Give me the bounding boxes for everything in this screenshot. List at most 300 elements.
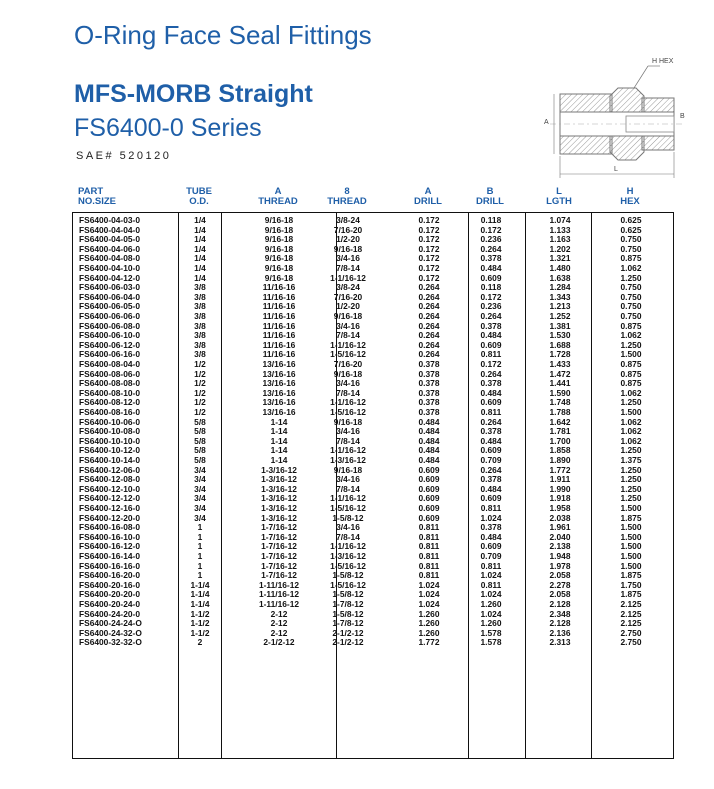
table-cell: 1.990 xyxy=(549,483,571,494)
table-cell: 0.378 xyxy=(480,320,502,331)
table-row xyxy=(73,494,673,504)
table-row xyxy=(73,504,673,514)
table-cell: 2-12 xyxy=(270,618,288,629)
table-cell: 0.750 xyxy=(620,301,642,312)
table-cell: FS6400-16-20-0 xyxy=(79,570,140,581)
table-cell: 1.890 xyxy=(549,455,571,465)
table-cell: 1.202 xyxy=(549,243,571,254)
table-cell: 1.163 xyxy=(549,234,571,245)
table-cell: 2.348 xyxy=(549,608,571,619)
table-cell: FS6400-12-20-0 xyxy=(79,512,140,523)
table-cell: 0.264 xyxy=(418,349,440,360)
table-cell: 0.236 xyxy=(480,234,502,245)
page-title: O-Ring Face Seal Fittings xyxy=(74,20,372,50)
table-cell: FS6400-06-06-0 xyxy=(79,311,140,321)
table-cell: 7/16-20 xyxy=(333,359,363,369)
table-cell: 2-12 xyxy=(270,608,288,619)
table-cell: 1.250 xyxy=(620,464,642,475)
table-cell: FS6400-04-04-0 xyxy=(79,224,140,235)
table-cell: FS6400-16-14-0 xyxy=(79,551,140,561)
table-cell: 2.125 xyxy=(620,608,642,619)
table-cell: 7/8-14 xyxy=(336,483,360,494)
table-cell: 1-3/16-12 xyxy=(261,474,297,485)
table-cell: 9/16-18 xyxy=(264,243,294,254)
table-cell: 1.260 xyxy=(480,618,502,629)
table-cell: FS6400-12-06-0 xyxy=(79,464,140,475)
table-cell: FS6400-04-12-0 xyxy=(79,272,140,283)
table-cell: 2-12 xyxy=(270,627,288,638)
table-row xyxy=(73,475,673,485)
table-cell: 1.578 xyxy=(480,627,502,638)
table-cell: 1.250 xyxy=(620,397,642,408)
table-row xyxy=(73,552,673,562)
table-cell: 0.750 xyxy=(620,234,642,245)
table-row xyxy=(73,235,673,245)
table-cell: 9/16-18 xyxy=(333,464,363,475)
table-cell: 1-14 xyxy=(270,426,288,437)
table-cell: 1-5/16-12 xyxy=(330,349,366,360)
table-cell: FS6400-04-08-0 xyxy=(79,253,140,264)
table-row xyxy=(73,398,673,408)
table-cell: 1.250 xyxy=(620,474,642,485)
column-header-line: DRILL xyxy=(476,196,504,207)
column-header-1 xyxy=(159,187,239,207)
table-cell: 9/16-18 xyxy=(264,272,294,283)
table-cell: FS6400-24-24-O xyxy=(79,618,142,629)
table-cell: 0.172 xyxy=(418,253,440,264)
table-cell: FS6400-04-06-0 xyxy=(79,243,140,254)
table-cell: 1/4 xyxy=(194,234,206,245)
table-row xyxy=(73,581,673,591)
table-cell: 0.875 xyxy=(620,378,642,389)
table-cell: 1-3/16-12 xyxy=(261,464,297,475)
table-row xyxy=(73,350,673,360)
table-cell: 1.978 xyxy=(549,560,571,571)
table-cell: 0.264 xyxy=(418,291,440,302)
column-header-line: THREAD xyxy=(327,196,367,207)
table-cell: 3/8 xyxy=(194,339,206,350)
table-cell: 1/2 xyxy=(194,387,206,398)
table-cell: 0.172 xyxy=(418,272,440,283)
table-cell: 1-1/4 xyxy=(190,599,210,609)
table-cell: 0.709 xyxy=(480,551,502,561)
table-cell: 1-1/4 xyxy=(190,589,210,600)
table-cell: 1-14 xyxy=(270,445,288,456)
table-cell: 0.236 xyxy=(480,301,502,312)
column-header-line: O.D. xyxy=(189,196,209,207)
table-cell: 1-7/16-12 xyxy=(261,531,297,542)
table-cell: 1.772 xyxy=(418,637,440,648)
table-cell: 1.911 xyxy=(549,474,571,485)
table-cell: 3/8 xyxy=(194,301,206,312)
table-cell: 7/16-20 xyxy=(333,224,363,235)
table-cell: 0.609 xyxy=(480,272,502,283)
table-row xyxy=(73,619,673,629)
table-cell: FS6400-08-08-0 xyxy=(79,378,140,389)
table-cell: 1.024 xyxy=(480,608,502,619)
table-cell: 1.260 xyxy=(418,618,440,629)
table-row xyxy=(73,293,673,303)
table-cell: FS6400-08-04-0 xyxy=(79,359,140,369)
table-row xyxy=(73,466,673,476)
table-cell: 1-3/16-12 xyxy=(261,503,297,513)
table-cell: 0.811 xyxy=(418,551,440,561)
table-cell: 11/16-16 xyxy=(262,349,296,360)
table-cell: 7/8-14 xyxy=(336,387,360,398)
table-cell: 13/16-16 xyxy=(262,359,296,369)
table-cell: 3/4 xyxy=(194,464,206,475)
table-cell: 0.484 xyxy=(480,387,502,398)
table-cell: 9/16-18 xyxy=(333,311,363,321)
table-cell: 0.484 xyxy=(480,330,502,341)
table-cell: 0.484 xyxy=(480,435,502,446)
table-cell: 0.709 xyxy=(480,455,502,465)
table-cell: 2-1/2-12 xyxy=(332,627,364,638)
table-cell: 0.378 xyxy=(418,378,440,389)
table-cell: 0.264 xyxy=(418,311,440,321)
table-cell: 9/16-18 xyxy=(264,253,294,264)
table-cell: FS6400-06-12-0 xyxy=(79,339,140,350)
table-cell: 3/4 xyxy=(194,474,206,485)
table-row xyxy=(73,245,673,255)
table-cell: 1.250 xyxy=(620,445,642,456)
table-cell: 0.172 xyxy=(480,224,502,235)
table-cell: 3/8 xyxy=(194,320,206,331)
table-cell: 3/4-16 xyxy=(336,522,360,533)
table-cell: 2.058 xyxy=(549,589,571,600)
table-cell: 0.609 xyxy=(480,541,502,552)
table-cell: 1.642 xyxy=(549,416,571,427)
table-cell: 5/8 xyxy=(194,426,206,437)
table-cell: 1.781 xyxy=(549,426,571,437)
table-cell: 1-3/16-12 xyxy=(261,483,297,494)
table-cell: 1-7/16-12 xyxy=(261,560,297,571)
table-cell: 1-1/2 xyxy=(190,618,210,629)
table-cell: 2.138 xyxy=(549,541,571,552)
table-cell: 0.811 xyxy=(418,531,440,542)
table-cell: 0.875 xyxy=(620,320,642,331)
table-cell: 9/16-18 xyxy=(264,263,294,273)
table-cell: 1-5/8-12 xyxy=(332,570,364,581)
table-cell: 0.484 xyxy=(418,445,440,456)
table-cell: 1.062 xyxy=(620,435,642,446)
table-cell: 0.264 xyxy=(480,416,502,427)
column-header-line: TUBE xyxy=(186,186,212,197)
table-cell: FS6400-12-12-0 xyxy=(79,493,140,504)
table-cell: 3/8 xyxy=(194,282,206,293)
table-cell: FS6400-08-16-0 xyxy=(79,407,140,417)
table-cell: 1/4 xyxy=(194,215,206,225)
table-cell: 1.133 xyxy=(549,224,571,235)
product-name: MFS-MORB Straight xyxy=(74,80,313,108)
table-cell: 0.484 xyxy=(418,435,440,446)
table-cell: 1.213 xyxy=(549,301,571,312)
table-cell: 11/16-16 xyxy=(262,282,296,293)
column-header-line: LGTH xyxy=(546,196,572,207)
table-row xyxy=(73,590,673,600)
table-cell: 1-5/16-12 xyxy=(330,503,366,513)
table-row xyxy=(73,485,673,495)
table-cell: 1.260 xyxy=(480,599,502,609)
series-name: FS6400-0 Series xyxy=(74,114,262,142)
fitting-drawing xyxy=(540,52,690,187)
l-label: L xyxy=(614,166,618,173)
table-cell: 9/16-18 xyxy=(333,243,363,254)
table-cell: 1.441 xyxy=(549,378,571,389)
table-cell: 2.125 xyxy=(620,599,642,609)
table-cell: 0.811 xyxy=(418,541,440,552)
table-cell: 1.958 xyxy=(549,503,571,513)
table-cell: 5/8 xyxy=(194,455,206,465)
table-cell: 2-1/2-12 xyxy=(263,637,295,648)
table-cell: 1.858 xyxy=(549,445,571,456)
column-header-line: THREAD xyxy=(258,196,298,207)
table-row xyxy=(73,600,673,610)
table-cell: 3/8 xyxy=(194,311,206,321)
table-cell: 1-14 xyxy=(270,416,288,427)
table-cell: FS6400-04-10-0 xyxy=(79,263,140,273)
table-cell: 1.875 xyxy=(620,512,642,523)
table-row xyxy=(73,456,673,466)
table-cell: 1-1/16-12 xyxy=(330,272,366,283)
table-row xyxy=(73,312,673,322)
table-cell: 1.500 xyxy=(620,541,642,552)
table-cell: 3/4-16 xyxy=(336,378,360,389)
table-cell: 0.264 xyxy=(480,311,502,321)
table-cell: FS6400-12-10-0 xyxy=(79,483,140,494)
table-cell: 3/4-16 xyxy=(336,320,360,331)
table-cell: 0.264 xyxy=(418,282,440,293)
table-cell: 0.172 xyxy=(418,224,440,235)
table-cell: 5/8 xyxy=(194,435,206,446)
table-cell: 1.875 xyxy=(620,589,642,600)
table-row xyxy=(73,331,673,341)
table-cell: 1/2 xyxy=(194,397,206,408)
table-cell: 0.378 xyxy=(418,359,440,369)
table-cell: 1 xyxy=(197,551,203,561)
table-cell: 0.875 xyxy=(620,359,642,369)
table-cell: 1-7/8-12 xyxy=(332,599,364,609)
table-cell: 1-1/2 xyxy=(190,627,210,638)
table-cell: 13/16-16 xyxy=(262,387,296,398)
table-cell: 0.378 xyxy=(480,426,502,437)
table-cell: 3/4-16 xyxy=(336,474,360,485)
table-cell: 1.480 xyxy=(549,263,571,273)
table-row xyxy=(73,533,673,543)
table-row xyxy=(73,302,673,312)
table-cell: 1.433 xyxy=(549,359,571,369)
table-cell: 1-5/8-12 xyxy=(332,512,364,523)
table-cell: 1.074 xyxy=(549,215,571,225)
table-cell: 1-14 xyxy=(270,435,288,446)
table-cell: 1/4 xyxy=(194,224,206,235)
table-cell: 0.378 xyxy=(418,387,440,398)
table-cell: FS6400-04-03-0 xyxy=(79,215,140,225)
table-cell: 1/2-20 xyxy=(336,301,360,312)
table-row xyxy=(73,379,673,389)
table-cell: 0.378 xyxy=(418,368,440,379)
table-cell: 0.811 xyxy=(418,570,440,581)
table-cell: 1.252 xyxy=(549,311,571,321)
table-cell: 0.811 xyxy=(480,407,502,417)
table-cell: 1.948 xyxy=(549,551,571,561)
table-cell: 1.500 xyxy=(620,551,642,561)
table-cell: 0.264 xyxy=(480,243,502,254)
table-cell: 3/8-24 xyxy=(336,215,360,225)
table-cell: 13/16-16 xyxy=(262,407,296,417)
table-cell: 0.264 xyxy=(418,301,440,312)
table-cell: FS6400-08-06-0 xyxy=(79,368,140,379)
table-row xyxy=(73,437,673,447)
column-header-line: DRILL xyxy=(414,196,442,207)
table-cell: 11/16-16 xyxy=(262,301,296,312)
table-cell: 11/16-16 xyxy=(262,339,296,350)
table-cell: FS6400-08-12-0 xyxy=(79,397,140,408)
table-cell: 1.638 xyxy=(549,272,571,283)
table-cell: 0.172 xyxy=(418,243,440,254)
table-cell: 1/2 xyxy=(194,359,206,369)
table-cell: 9/16-18 xyxy=(333,368,363,379)
table-cell: FS6400-12-08-0 xyxy=(79,474,140,485)
table-cell: 1.375 xyxy=(620,455,642,465)
table-cell: 3/8-24 xyxy=(336,282,360,293)
column-header-6 xyxy=(519,187,599,207)
table-cell: 0.172 xyxy=(418,234,440,245)
table-cell: 0.264 xyxy=(480,368,502,379)
table-cell: 1.024 xyxy=(480,570,502,581)
h-hex-label: H HEX xyxy=(652,58,674,65)
table-cell: 13/16-16 xyxy=(262,397,296,408)
table-cell: 2-1/2-12 xyxy=(332,637,364,648)
table-cell: 0.484 xyxy=(418,426,440,437)
table-cell: 0.875 xyxy=(620,253,642,264)
table-cell: 0.609 xyxy=(480,493,502,504)
table-cell: FS6400-10-10-0 xyxy=(79,435,140,446)
table-cell: 11/16-16 xyxy=(262,330,296,341)
table-cell: 0.625 xyxy=(620,224,642,235)
table-cell: 0.609 xyxy=(480,445,502,456)
table-cell: 1.918 xyxy=(549,493,571,504)
table-cell: 2.750 xyxy=(620,627,642,638)
column-header-line: A xyxy=(274,186,282,197)
table-row xyxy=(73,446,673,456)
table-cell: 1/4 xyxy=(194,272,206,283)
column-header-line: PART xyxy=(78,186,104,197)
table-cell: 1.062 xyxy=(620,387,642,398)
table-cell: FS6400-06-08-0 xyxy=(79,320,140,331)
table-cell: FS6400-12-16-0 xyxy=(79,503,140,513)
table-row xyxy=(73,370,673,380)
table-cell: 5/8 xyxy=(194,416,206,427)
table-cell: 7/8-14 xyxy=(336,330,360,341)
table-cell: 1.728 xyxy=(549,349,571,360)
column-header-line: B xyxy=(486,186,494,197)
table-cell: 11/16-16 xyxy=(262,320,296,331)
table-cell: 2.313 xyxy=(549,637,571,648)
table-cell: 1/4 xyxy=(194,263,206,273)
table-cell: 0.484 xyxy=(418,455,440,465)
table-cell: 0.811 xyxy=(418,560,440,571)
table-row xyxy=(73,562,673,572)
table-cell: 1/2 xyxy=(194,378,206,389)
table-cell: FS6400-32-32-O xyxy=(79,637,142,648)
table-cell: 7/8-14 xyxy=(336,531,360,542)
table-cell: FS6400-16-08-0 xyxy=(79,522,140,533)
table-cell: 1-5/16-12 xyxy=(330,560,366,571)
table-cell: 0.811 xyxy=(480,349,502,360)
table-cell: 3/8 xyxy=(194,291,206,302)
table-cell: 1/2 xyxy=(194,368,206,379)
table-cell: 1.500 xyxy=(620,522,642,533)
table-cell: 1.500 xyxy=(620,531,642,542)
table-cell: FS6400-20-20-0 xyxy=(79,589,140,600)
table-cell: 0.172 xyxy=(480,359,502,369)
table-cell: 1-7/16-12 xyxy=(261,551,297,561)
table-cell: 1.500 xyxy=(620,349,642,360)
table-cell: 0.750 xyxy=(620,291,642,302)
column-header-2 xyxy=(238,187,318,207)
table-row xyxy=(73,226,673,236)
table-cell: 1.700 xyxy=(549,435,571,446)
table-cell: 1.024 xyxy=(418,579,440,590)
table-row xyxy=(73,254,673,264)
table-cell: 1 xyxy=(197,560,203,571)
table-row xyxy=(73,629,673,639)
table-cell: 3/8 xyxy=(194,330,206,341)
table-cell: 1.250 xyxy=(620,339,642,350)
table-cell: 0.609 xyxy=(418,464,440,475)
table-cell: FS6400-16-12-0 xyxy=(79,541,140,552)
table-cell: 3/4 xyxy=(194,512,206,523)
sae-number: SAE# 520120 xyxy=(76,150,172,162)
table-cell: 0.378 xyxy=(418,397,440,408)
table-row xyxy=(73,523,673,533)
table-row xyxy=(73,322,673,332)
fittings-table xyxy=(72,212,674,759)
table-cell: FS6400-04-05-0 xyxy=(79,234,140,245)
table-cell: 0.172 xyxy=(418,215,440,225)
table-cell: 7/8-14 xyxy=(336,263,360,273)
table-cell: 0.378 xyxy=(480,474,502,485)
table-cell: FS6400-20-16-0 xyxy=(79,579,140,590)
a-label: A xyxy=(544,119,549,126)
table-cell: 1.062 xyxy=(620,416,642,427)
table-cell: 1-5/8-12 xyxy=(332,608,364,619)
table-cell: 1.961 xyxy=(549,522,571,533)
table-cell: FS6400-06-03-0 xyxy=(79,282,140,293)
table-cell: 1.750 xyxy=(620,579,642,590)
table-cell: 3/4-16 xyxy=(336,253,360,264)
table-cell: 1-1/2 xyxy=(190,608,210,619)
table-cell: FS6400-06-04-0 xyxy=(79,291,140,302)
column-header-5 xyxy=(450,187,530,207)
column-header-7 xyxy=(590,187,670,207)
table-cell: 1/4 xyxy=(194,243,206,254)
table-cell: 1 xyxy=(197,570,203,581)
table-cell: 1 xyxy=(197,522,203,533)
table-row xyxy=(73,274,673,284)
table-cell: 2.058 xyxy=(549,570,571,581)
table-cell: 2.038 xyxy=(549,512,571,523)
column-header-3 xyxy=(307,187,387,207)
table-cell: 1.250 xyxy=(620,483,642,494)
table-cell: 3/4-16 xyxy=(336,426,360,437)
table-cell: FS6400-10-12-0 xyxy=(79,445,140,456)
column-header-line: A xyxy=(424,186,432,197)
table-cell: 9/16-18 xyxy=(264,215,294,225)
table-cell: 0.750 xyxy=(620,282,642,293)
table-cell: 1.024 xyxy=(418,589,440,600)
